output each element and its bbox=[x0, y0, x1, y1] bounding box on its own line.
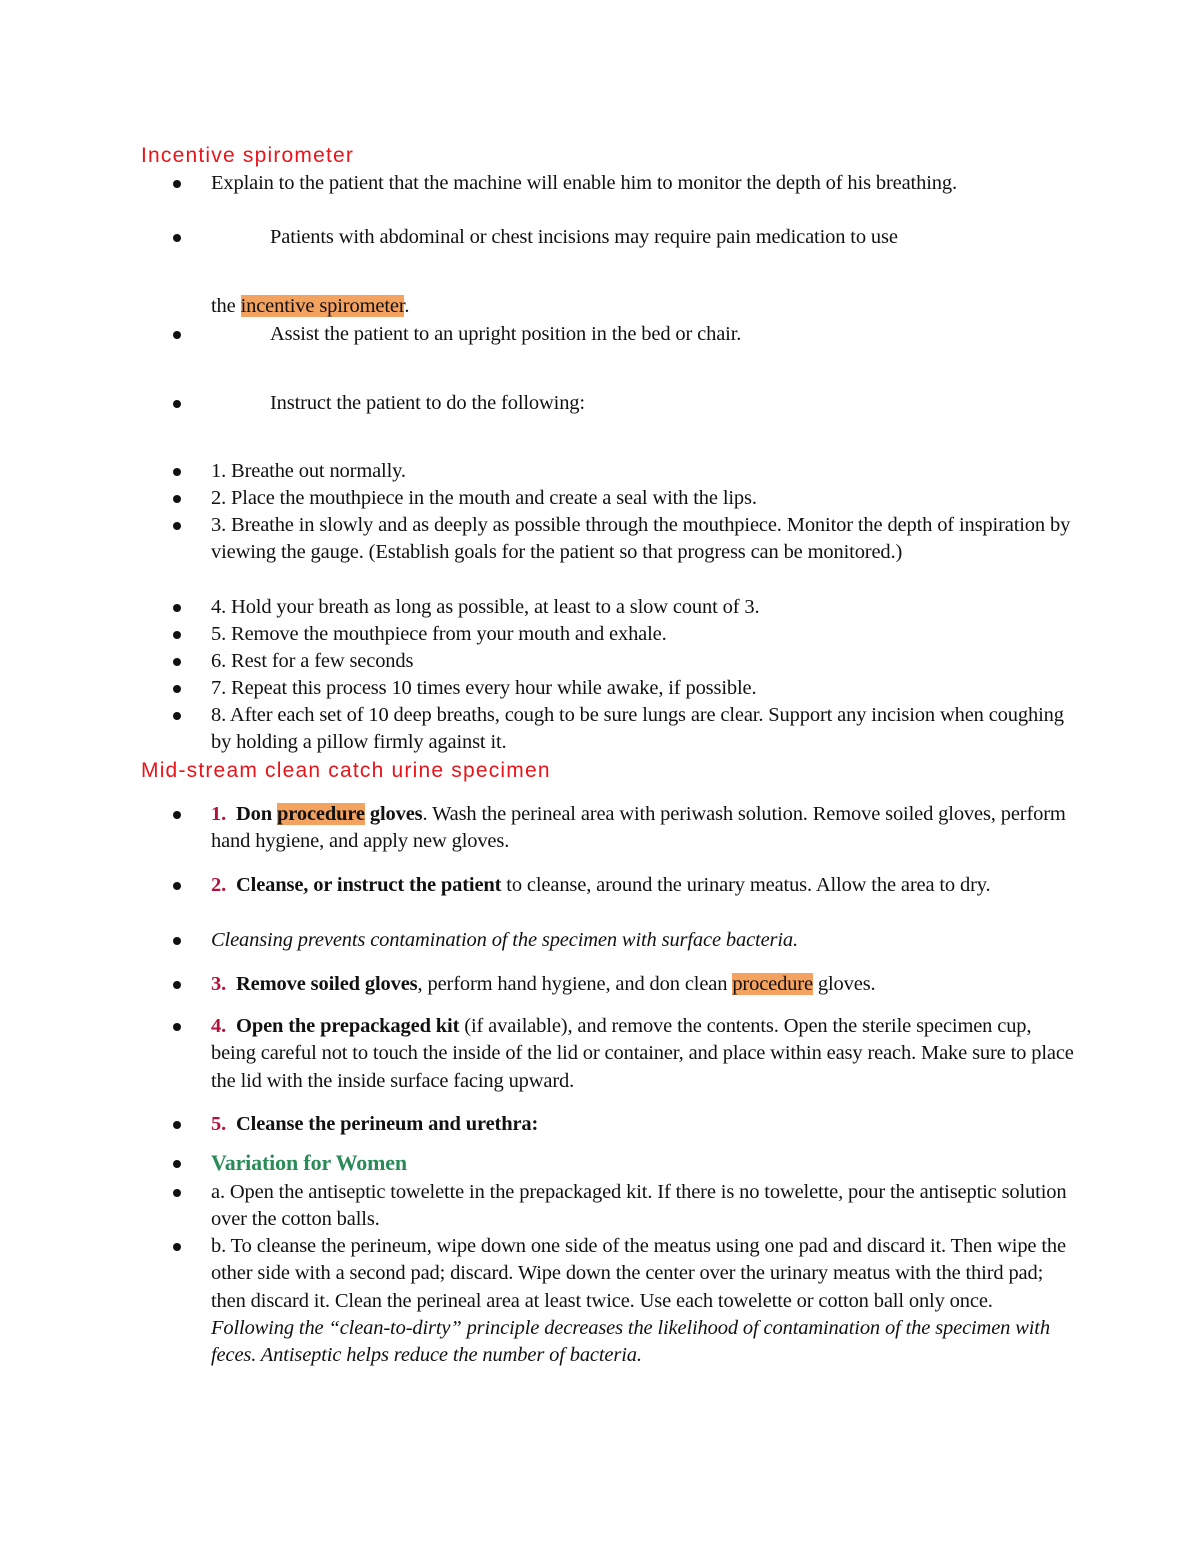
list-item-step-3 bbox=[211, 971, 1081, 998]
list-item: 7. Repeat this process 10 times every hour while awake, if possible. bbox=[211, 677, 757, 699]
step-bold-text: Cleanse the perineum and urethra: bbox=[236, 1113, 539, 1135]
bullet-icon bbox=[173, 234, 181, 242]
bullet-icon bbox=[173, 604, 181, 612]
step-bold-text: Remove soiled gloves bbox=[236, 973, 418, 995]
list-item: Assist the patient to an upright position in the bed or chair. bbox=[270, 323, 742, 345]
step-number: 5. bbox=[211, 1113, 227, 1135]
bullet-icon bbox=[173, 631, 181, 639]
variation-subheading: Variation for Women bbox=[211, 1150, 407, 1175]
step-bold-text: Open the prepackaged kit bbox=[236, 1015, 460, 1037]
step-text: , perform hand hygiene, and don clean bbox=[417, 973, 733, 995]
step-number: 4. bbox=[211, 1015, 227, 1037]
list-item-continuation bbox=[211, 293, 1081, 320]
section-heading-urine-specimen: Mid-stream clean catch urine specimen bbox=[141, 759, 551, 782]
list-item-step-2 bbox=[211, 872, 1081, 899]
continuation-prefix: the bbox=[211, 295, 241, 317]
list-item: Patients with abdominal or chest incisions may require pain medication to use bbox=[270, 226, 898, 248]
list-item: Explain to the patient that the machine will enable him to monitor the depth of his breathing. bbox=[211, 172, 957, 194]
list-item: 2. Place the mouthpiece in the mouth and create a seal with the lips. bbox=[211, 487, 757, 509]
list-item-step-5 bbox=[211, 1111, 1081, 1138]
bullet-icon bbox=[173, 400, 181, 408]
instruction-text: b. To cleanse the perineum, wipe down one side of the meatus using one pad and discard it. Then wipe the other side with a second pad; discard. Wipe down the center over the urinary meatus with the third pad; then discard it. Clean the perineal area at least twice. Use each towelette or cotton ball only once. bbox=[211, 1235, 1066, 1312]
bullet-icon bbox=[173, 522, 181, 530]
rationale-text: Cleansing prevents contamination of the specimen with surface bacteria. bbox=[211, 929, 798, 951]
step-number: 1. bbox=[211, 803, 227, 825]
step-number: 3. bbox=[211, 973, 227, 995]
bullet-icon bbox=[173, 1121, 181, 1129]
bullet-icon bbox=[173, 1189, 181, 1197]
step-bold-text: Don bbox=[236, 803, 278, 825]
bullet-icon bbox=[173, 468, 181, 476]
section-heading-incentive-spirometer: Incentive spirometer bbox=[141, 144, 355, 167]
list-item: a. Open the antiseptic towelette in the prepackaged kit. If there is no towelette, pour the antiseptic solution over the cotton balls. bbox=[211, 1181, 1067, 1231]
bullet-icon bbox=[173, 685, 181, 693]
list-item: 8. After each set of 10 deep breaths, cough to be sure lungs are clear. Support any incision when coughing by holding a pillow firmly against it. bbox=[211, 704, 1064, 754]
step-number: 2. bbox=[211, 874, 227, 896]
list-item: 4. Hold your breath as long as possible, at least to a slow count of 3. bbox=[211, 596, 760, 618]
list-item: 3. Breathe in slowly and as deeply as possible through the mouthpiece. Monitor the depth of inspiration by viewing the gauge. (Establish goals for the patient so that progress can be monitored.) bbox=[211, 514, 1071, 564]
step-bold-text: Cleanse, or instruct the patient bbox=[236, 874, 502, 896]
bullet-icon bbox=[173, 331, 181, 339]
rationale-text: Following the “clean-to-dirty” principle decreases the likelihood of contamination of the specimen with feces. Antiseptic helps reduce the number of bacteria. bbox=[211, 1316, 1050, 1367]
list-item-step-4 bbox=[211, 1013, 1081, 1095]
bullet-icon bbox=[173, 882, 181, 890]
bullet-icon bbox=[173, 658, 181, 666]
list-item: Instruct the patient to do the following: bbox=[270, 392, 585, 414]
bullet-icon bbox=[173, 1023, 181, 1031]
continuation-suffix: . bbox=[404, 295, 410, 317]
list-item-step-1 bbox=[211, 801, 1081, 856]
bullet-icon bbox=[173, 1160, 181, 1168]
list-item: 6. Rest for a few seconds bbox=[211, 650, 414, 672]
bullet-icon bbox=[173, 712, 181, 720]
highlighted-term: procedure bbox=[732, 973, 813, 995]
step-text: to cleanse, around the urinary meatus. Allow the area to dry. bbox=[501, 874, 991, 896]
bullet-icon bbox=[173, 981, 181, 989]
bullet-icon bbox=[173, 937, 181, 945]
bullet-icon bbox=[173, 495, 181, 503]
step-text: (if available), and remove the contents. Open the sterile specimen cup, being careful not to touch the inside of the lid or container, and place within easy reach. Make sure to place the lid with the inside surface facing upward. bbox=[211, 1015, 1074, 1092]
bullet-icon bbox=[173, 1243, 181, 1251]
highlighted-term: incentive spirometer bbox=[240, 295, 405, 317]
highlighted-term: procedure bbox=[277, 803, 365, 825]
bullet-icon bbox=[173, 180, 181, 188]
step-text: . Wash the perineal area with periwash solution. Remove soiled gloves, perform hand hygiene, and apply new gloves. bbox=[211, 803, 1066, 853]
step-bold-text: gloves bbox=[364, 803, 423, 825]
list-item: 5. Remove the mouthpiece from your mouth and exhale. bbox=[211, 623, 667, 645]
list-item bbox=[211, 1233, 1081, 1369]
step-text: gloves. bbox=[812, 973, 876, 995]
list-item: 1. Breathe out normally. bbox=[211, 460, 406, 482]
bullet-icon bbox=[173, 811, 181, 819]
